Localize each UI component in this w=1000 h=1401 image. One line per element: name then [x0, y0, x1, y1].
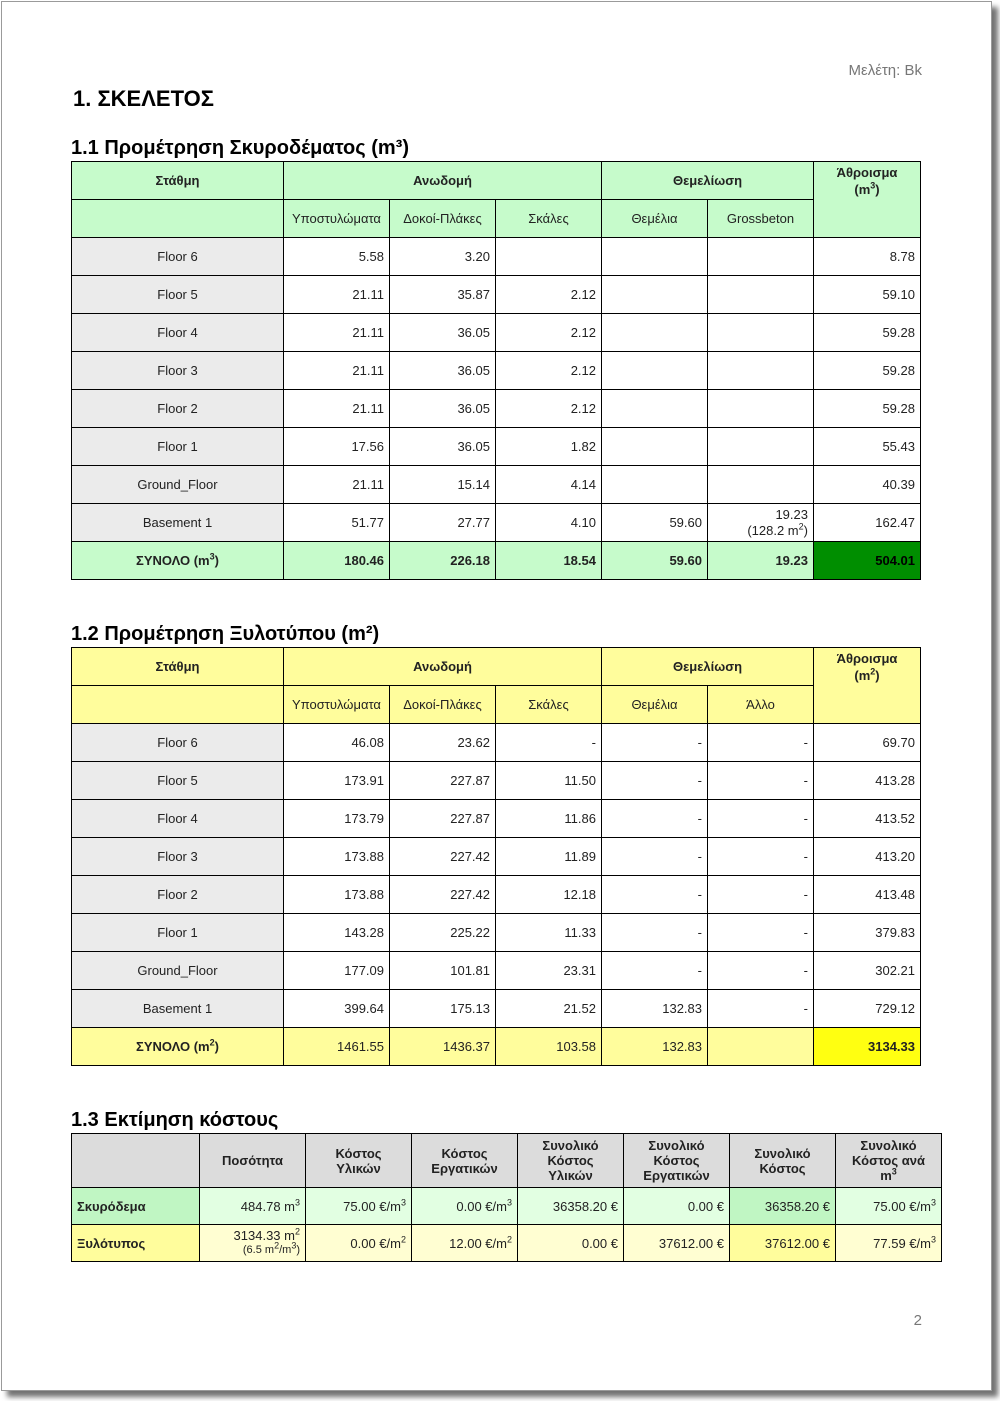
sum-footings: 59.60	[602, 542, 708, 580]
table-row	[72, 466, 921, 504]
header-superstructure: Ανωδομή	[284, 648, 602, 686]
table-row	[72, 990, 921, 1028]
other-cell	[708, 390, 814, 428]
table-row	[72, 952, 921, 990]
cost-formwork-total: 37612.00 €	[730, 1225, 836, 1262]
header-total	[814, 162, 921, 238]
level-cell: Floor 6	[72, 238, 284, 276]
beams-cell: 27.77	[390, 504, 496, 542]
cost-formwork-qty: 3134.33 $m^2$ (6.5 $m^2/m^3$)	[200, 1225, 306, 1262]
other-cell: -	[708, 990, 814, 1028]
other-cell	[708, 276, 814, 314]
cost-concrete-labor: 0.00 $€/m^3$	[412, 1188, 518, 1225]
table-row	[72, 238, 921, 276]
cost-table-title: 1.3 Εκτίμηση κόστους	[71, 1109, 279, 1131]
beams-cell: 227.42	[390, 876, 496, 914]
header-superstructure: Ανωδομή	[284, 162, 602, 200]
beams-cell: 36.05	[390, 390, 496, 428]
header-blank	[72, 200, 284, 238]
footings-cell: -	[602, 800, 708, 838]
cost-formwork-per-m3: 77.59 $€/m^3$	[836, 1225, 942, 1262]
header-stairs: Σκάλες	[496, 686, 602, 724]
beams-cell: 101.81	[390, 952, 496, 990]
sum-stairs: 18.54	[496, 542, 602, 580]
level-cell: Floor 4	[72, 314, 284, 352]
level-cell: Floor 6	[72, 724, 284, 762]
total-cell: 59.28	[814, 314, 921, 352]
level-cell: Floor 2	[72, 390, 284, 428]
total-cell: 59.28	[814, 352, 921, 390]
sum-columns: 1461.55	[284, 1028, 390, 1066]
other-cell: -	[708, 914, 814, 952]
columns-cell: 46.08	[284, 724, 390, 762]
beams-cell: 35.87	[390, 276, 496, 314]
total-cell: 413.52	[814, 800, 921, 838]
header-footings: Θεμέλια	[602, 200, 708, 238]
total-cell: 69.70	[814, 724, 921, 762]
other-cell	[708, 428, 814, 466]
sum-beams: 226.18	[390, 542, 496, 580]
sum-other: 19.23	[708, 542, 814, 580]
formwork-table-title: 1.2 Προμέτρηση Ξυλοτύπου (m²)	[71, 623, 380, 645]
total-cell: 40.39	[814, 466, 921, 504]
total-cell: 302.21	[814, 952, 921, 990]
other-cell	[708, 352, 814, 390]
columns-cell: 173.79	[284, 800, 390, 838]
columns-cell: 17.56	[284, 428, 390, 466]
stairs-cell: 11.33	[496, 914, 602, 952]
columns-cell: 177.09	[284, 952, 390, 990]
sum-footings: 132.83	[602, 1028, 708, 1066]
table-row	[72, 352, 921, 390]
beams-cell: 36.05	[390, 352, 496, 390]
cost-header-labor: Κόστος Εργατικών	[412, 1134, 518, 1188]
stairs-cell: 12.18	[496, 876, 602, 914]
header-columns: Υποστυλώματα	[284, 686, 390, 724]
stairs-cell: 21.52	[496, 990, 602, 1028]
level-cell: Floor 1	[72, 914, 284, 952]
cost-table	[71, 1133, 942, 1262]
footings-cell	[602, 314, 708, 352]
total-cell: 59.28	[814, 390, 921, 428]
columns-cell: 173.88	[284, 838, 390, 876]
beams-cell: 36.05	[390, 314, 496, 352]
footings-cell: -	[602, 724, 708, 762]
formwork-table	[71, 647, 921, 1066]
level-cell: Floor 5	[72, 762, 284, 800]
level-cell: Floor 3	[72, 352, 284, 390]
table-row	[72, 800, 921, 838]
concrete-rows	[72, 238, 921, 542]
other-cell: -	[708, 876, 814, 914]
cost-concrete-qty: 484.78 $m^3$	[200, 1188, 306, 1225]
sum-total: 3134.33	[814, 1028, 921, 1066]
level-cell: Floor 2	[72, 876, 284, 914]
columns-cell: 173.88	[284, 876, 390, 914]
cost-header-per-m3: Συνολικό Κόστος ανά $m^3$	[836, 1134, 942, 1188]
other-cell	[708, 314, 814, 352]
beams-cell: 23.62	[390, 724, 496, 762]
level-cell: Floor 4	[72, 800, 284, 838]
study-label: Μελέτη: Bk	[848, 62, 922, 79]
stairs-cell: 2.12	[496, 276, 602, 314]
cost-formwork-qty-ratio: (6.5 $m^2/m^3$)	[242, 1240, 300, 1256]
columns-cell: 21.11	[284, 276, 390, 314]
footings-cell: -	[602, 952, 708, 990]
other-cell: -	[708, 762, 814, 800]
header-level: Στάθμη	[72, 162, 284, 200]
columns-cell: 21.11	[284, 314, 390, 352]
beams-cell: 225.22	[390, 914, 496, 952]
page-number: 2	[913, 1312, 922, 1329]
footings-cell: -	[602, 914, 708, 952]
footings-cell	[602, 390, 708, 428]
total-cell: 379.83	[814, 914, 921, 952]
cost-concrete-label: Σκυρόδεμα	[72, 1188, 200, 1225]
total-cell: 162.47	[814, 504, 921, 542]
table-row	[72, 504, 921, 542]
columns-cell: 5.58	[284, 238, 390, 276]
footings-cell	[602, 466, 708, 504]
stairs-cell: 11.86	[496, 800, 602, 838]
header-footings: Θεμέλια	[602, 686, 708, 724]
stairs-cell: 23.31	[496, 952, 602, 990]
footings-cell: -	[602, 876, 708, 914]
sum-beams: 1436.37	[390, 1028, 496, 1066]
cost-concrete-total-material: 36358.20 €	[518, 1188, 624, 1225]
beams-cell: 227.42	[390, 838, 496, 876]
cost-concrete-material: 75.00 $€/m^3$	[306, 1188, 412, 1225]
other-cell: 19.23 (128.2 $m^2$)	[708, 504, 814, 542]
stairs-cell: -	[496, 724, 602, 762]
sum-stairs: 103.58	[496, 1028, 602, 1066]
level-cell: Ground_Floor	[72, 466, 284, 504]
footings-cell: 59.60	[602, 504, 708, 542]
level-cell: Basement 1	[72, 990, 284, 1028]
columns-cell: 173.91	[284, 762, 390, 800]
sum-other	[708, 1028, 814, 1066]
columns-cell: 21.11	[284, 352, 390, 390]
header-other: Άλλο	[708, 686, 814, 724]
formwork-rows	[72, 724, 921, 1028]
header-total-label: Άθροισμα	[836, 651, 898, 666]
total-cell: 413.28	[814, 762, 921, 800]
stairs-cell: 2.12	[496, 352, 602, 390]
total-cell: 729.12	[814, 990, 921, 1028]
total-cell: 413.48	[814, 876, 921, 914]
stairs-cell	[496, 238, 602, 276]
cost-row-formwork	[72, 1225, 942, 1262]
header-blank	[72, 686, 284, 724]
other-cell: -	[708, 838, 814, 876]
cost-formwork-total-material: 0.00 €	[518, 1225, 624, 1262]
level-cell: Ground_Floor	[72, 952, 284, 990]
footings-cell	[602, 238, 708, 276]
section-title: 1. ΣΚΕΛΕΤΟΣ	[73, 86, 214, 111]
cost-formwork-total-labor: 37612.00 €	[624, 1225, 730, 1262]
header-total-unit: $(m^3)$	[854, 180, 880, 197]
total-cell: 55.43	[814, 428, 921, 466]
cost-header-qty: Ποσότητα	[200, 1134, 306, 1188]
stairs-cell: 1.82	[496, 428, 602, 466]
beams-cell: 36.05	[390, 428, 496, 466]
concrete-table-title: 1.1 Προμέτρηση Σκυροδέματος (m³)	[71, 137, 409, 159]
beams-cell: 175.13	[390, 990, 496, 1028]
sum-label: ΣΥΝΟΛΟ $(m^2)$	[72, 1028, 284, 1066]
footings-cell: 132.83	[602, 990, 708, 1028]
header-level: Στάθμη	[72, 648, 284, 686]
table-row	[72, 914, 921, 952]
columns-cell: 21.11	[284, 390, 390, 428]
cost-formwork-labor: 12.00 $€/m^2$	[412, 1225, 518, 1262]
stairs-cell: 2.12	[496, 314, 602, 352]
columns-cell: 399.64	[284, 990, 390, 1028]
header-beams-slabs: Δοκοί-Πλάκες	[390, 200, 496, 238]
table-row	[72, 390, 921, 428]
cost-formwork-label: Ξυλότυπος	[72, 1225, 200, 1262]
level-cell: Floor 3	[72, 838, 284, 876]
header-foundation: Θεμελίωση	[602, 162, 814, 200]
level-cell: Floor 1	[72, 428, 284, 466]
beams-cell: 15.14	[390, 466, 496, 504]
other-cell: -	[708, 800, 814, 838]
sum-label: ΣΥΝΟΛΟ $(m^3)$	[72, 542, 284, 580]
total-cell: 8.78	[814, 238, 921, 276]
level-cell: Floor 5	[72, 276, 284, 314]
concrete-table	[71, 161, 921, 580]
cost-header-total-material: Συνολικό Κόστος Υλικών	[518, 1134, 624, 1188]
columns-cell: 21.11	[284, 466, 390, 504]
header-total-unit: $(m^2)$	[854, 666, 880, 683]
cost-concrete-total-labor: 0.00 €	[624, 1188, 730, 1225]
footings-cell: -	[602, 762, 708, 800]
grossbeton-area-note: (128.2 $m^2$)	[747, 521, 808, 538]
beams-cell: 227.87	[390, 762, 496, 800]
sum-total: 504.01	[814, 542, 921, 580]
header-beams-slabs: Δοκοί-Πλάκες	[390, 686, 496, 724]
stairs-cell: 4.14	[496, 466, 602, 504]
table-row	[72, 838, 921, 876]
cost-header-blank	[72, 1134, 200, 1188]
stairs-cell: 4.10	[496, 504, 602, 542]
cost-formwork-material: 0.00 $€/m^2$	[306, 1225, 412, 1262]
stairs-cell: 2.12	[496, 390, 602, 428]
header-columns: Υποστυλώματα	[284, 200, 390, 238]
cost-concrete-total: 36358.20 €	[730, 1188, 836, 1225]
header-total-label: Άθροισμα	[836, 165, 898, 180]
level-cell: Basement 1	[72, 504, 284, 542]
beams-cell: 227.87	[390, 800, 496, 838]
beams-cell: 3.20	[390, 238, 496, 276]
table-row	[72, 724, 921, 762]
cost-header-total-labor: Συνολικό Κόστος Εργατικών	[624, 1134, 730, 1188]
footings-cell	[602, 352, 708, 390]
table-row	[72, 276, 921, 314]
other-cell: -	[708, 952, 814, 990]
columns-cell: 51.77	[284, 504, 390, 542]
table-row	[72, 428, 921, 466]
table-row	[72, 876, 921, 914]
cost-header-total: Συνολικό Κόστος	[730, 1134, 836, 1188]
footings-cell	[602, 428, 708, 466]
header-total	[814, 648, 921, 724]
footings-cell	[602, 276, 708, 314]
header-stairs: Σκάλες	[496, 200, 602, 238]
other-cell	[708, 466, 814, 504]
other-cell: -	[708, 724, 814, 762]
columns-cell: 143.28	[284, 914, 390, 952]
stairs-cell: 11.50	[496, 762, 602, 800]
footings-cell: -	[602, 838, 708, 876]
header-grossbeton: Grossbeton	[708, 200, 814, 238]
sum-columns: 180.46	[284, 542, 390, 580]
cost-concrete-per-m3: 75.00 $€/m^3$	[836, 1188, 942, 1225]
total-cell: 59.10	[814, 276, 921, 314]
table-row	[72, 314, 921, 352]
cost-header-material: Κόστος Υλικών	[306, 1134, 412, 1188]
stairs-cell: 11.89	[496, 838, 602, 876]
other-cell	[708, 238, 814, 276]
table-row	[72, 762, 921, 800]
total-cell: 413.20	[814, 838, 921, 876]
cost-row-concrete	[72, 1188, 942, 1225]
header-foundation: Θεμελίωση	[602, 648, 814, 686]
